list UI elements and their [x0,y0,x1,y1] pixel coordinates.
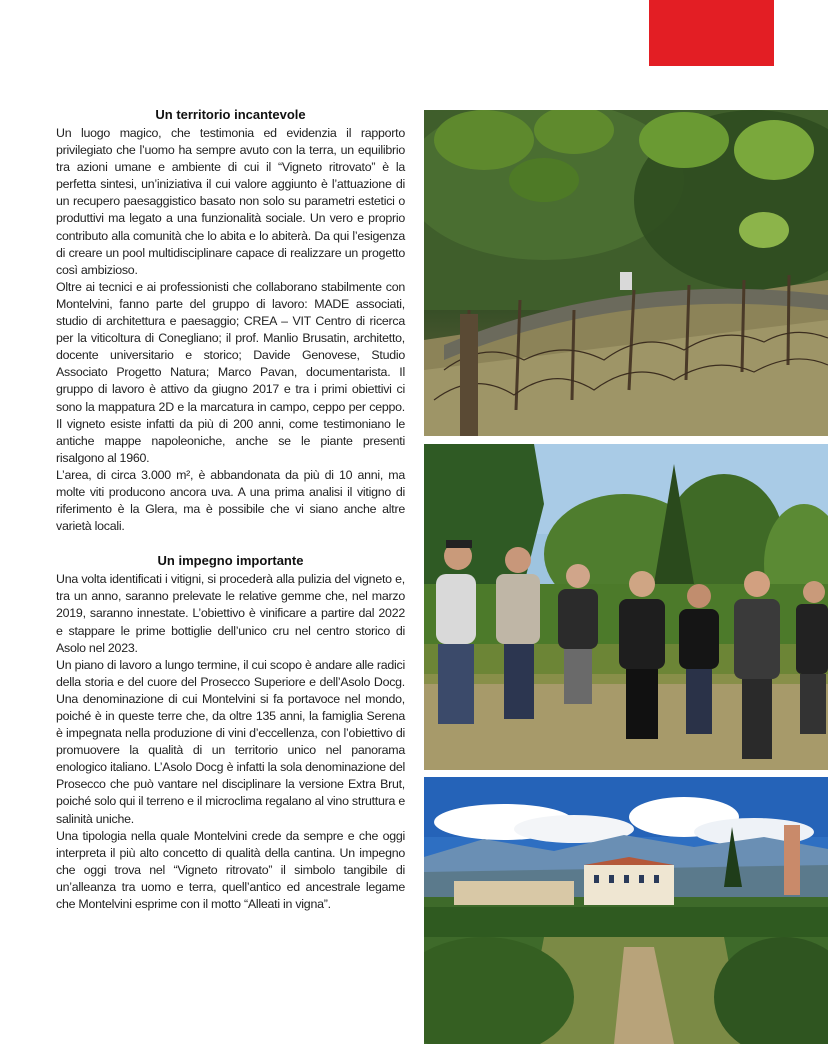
article-text-column [56,106,405,913]
section-heading-impegno: Un impegno importante [157,553,304,569]
group-visit-photo [424,444,828,770]
paragraph: Una volta identificati i vitigni, si procederà alla pulizia del vigneto e, tra un anno, saranno prelevate le relative gemme che, nel marzo 2019, saranno innestate. L’obiettivo è vinificare a partire dal 2022 e stappare le prime bottiglie dell’unico cru nel centro storico di Asolo nel 2023. [56,572,405,655]
red-corner-tab [649,0,774,66]
paragraph: Un luogo magico, che testimonia ed evidenzia il rapporto privilegiato che l’uomo ha sempre avuto con la terra, un equilibrio tra azioni umane e ambiente di cui il “Vigneto ritrovato” è la perfetta sintesi, un’iniziativa il cui valore aggiunto è l’attuazione di un recupero paesaggistico basato non solo su parametri estetici o produttivi ma legato a una funzionalità sociale. Un vero e proprio contributo alla comunità che lo abita e lo abiterà. Da qui l’esigenza di creare un pool multidisciplinare capace di realizzare un progetto così ambizioso. [56,126,405,277]
paragraph: Un piano di lavoro a lungo termine, il cui scopo è andare alle radici della storia e del cuore del Prosecco Superiore e dell’Asolo Docg. Una denominazione di cui Montelvini si fa portavoce nel mondo, poiché è in queste terre che, da oltre 135 anni, la famiglia Serena è impegnata nella produzione di vini d’eccellenza, con l’obiettivo di promuovere la qualità di un territorio unico nel panorama enologico italiano. L’Asolo Docg è infatti la sola denominazione del Prosecco che può vantare nel disciplinare la versione Extra Brut, poiché solo qui il terreno e il microclima regalano al vino struttura e salinità uniche. [56,657,405,826]
section-heading-territorio: Un territorio incantevole [155,107,306,122]
paragraph: Oltre ai tecnici e ai professionisti che collaborano stabilmente con Montelvini, fanno parte del gruppo di lavoro: MADE associati, studio di architettura e paesaggio; CREA – VIT Centro di ricerca per la viticoltura di Conegliano; il prof. Manlio Brusatin, architetto, docente universitario e storico; Davide Genovese, Studio Associato Progetto Natura; Marco Pavan, documentarista. Il gruppo di lavoro è attivo da giugno 2017 e tra i primi obiettivi ci sono la mappatura 2D e la marcatura in campo, ceppo per ceppo. Il vigneto esiste infatti da più di 200 anni, come testimoniano le antiche mappe napoleoniche, anche se le piante presenti risalgono al 1960. [56,279,405,465]
vineyard-photo [424,110,828,436]
paragraph: Una tipologia nella quale Montelvini crede da sempre e che oggi interpreta il più alto concetto di qualità della cantina. Un impegno che oggi trova nel “Vigneto ritrovato” il simbolo tangibile di un’alleanza tra uomo e terra, quell’antico ed ancestrale legame che Montelvini esprime con il motto “Alleati in vigna”. [56,828,405,912]
paragraph: L’area, di circa 3.000 m², è abbandonata da più di 10 anni, ma molte viti producono ancora uva. A una prima analisi il vitigno di riferimento è la Glera, ma è possibile che vi siano anche altre varietà locali. [56,467,405,534]
asolo-landscape-photo [424,777,828,1044]
